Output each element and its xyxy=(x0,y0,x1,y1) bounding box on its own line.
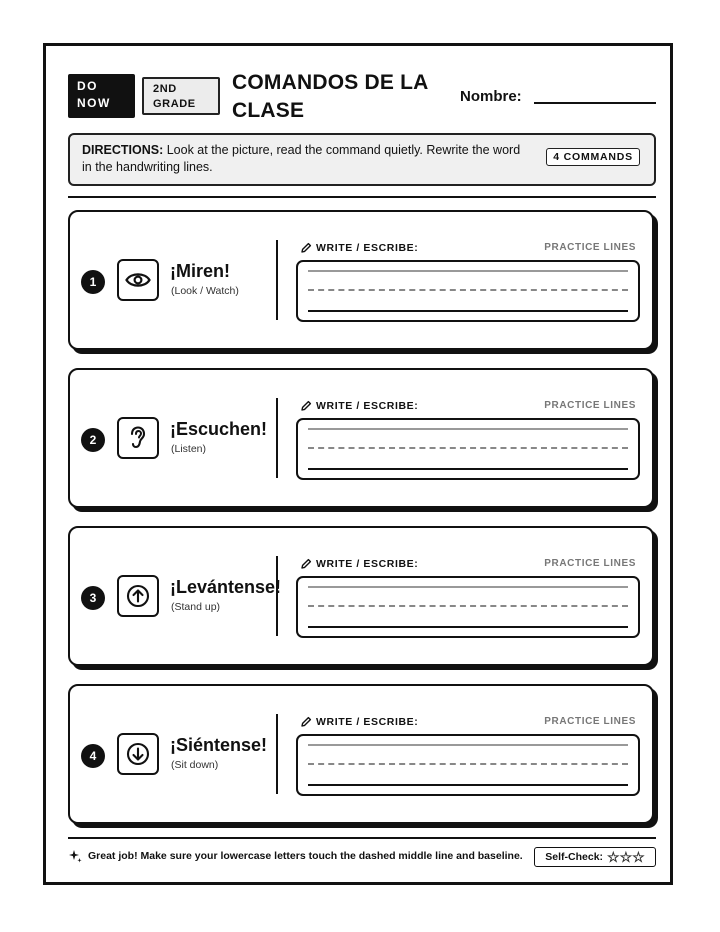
grade-line-2: GRADE xyxy=(153,98,196,110)
command-text: ¡Levántense! xyxy=(170,577,282,597)
command-card-2 xyxy=(68,368,654,508)
dashed-middle-line xyxy=(308,605,628,607)
arrow-down-circle-icon xyxy=(117,733,159,775)
worksheet xyxy=(43,43,673,885)
grade-badge xyxy=(142,77,220,115)
directions-heading: DIRECTIONS: xyxy=(82,143,164,157)
dashed-middle-line xyxy=(308,763,628,765)
write-label xyxy=(300,716,418,728)
command-text: ¡Escuchen! xyxy=(170,419,268,439)
write-label xyxy=(300,242,418,254)
divider xyxy=(68,196,656,198)
dashed-middle-line xyxy=(308,289,628,291)
card-number: 2 xyxy=(81,428,105,452)
top-line xyxy=(308,586,628,588)
footer-divider xyxy=(68,837,656,839)
title-line-1: COMANDOS DE LA xyxy=(232,71,429,94)
card-divider xyxy=(276,240,278,320)
handwriting-lines[interactable] xyxy=(296,734,640,796)
card-number: 3 xyxy=(81,586,105,610)
baseline xyxy=(308,310,628,312)
footer-message xyxy=(68,849,523,863)
sparkle-icon xyxy=(68,849,82,863)
pencil-icon xyxy=(300,400,312,412)
name-label: Nombre: xyxy=(460,88,522,105)
write-label-text: WRITE / ESCRIBE: xyxy=(316,400,419,412)
directions-text xyxy=(82,142,522,176)
handwriting-lines[interactable] xyxy=(296,576,640,638)
baseline xyxy=(308,784,628,786)
command-text: ¡Miren! xyxy=(170,261,230,281)
card-divider xyxy=(276,398,278,478)
write-label-text: WRITE / ESCRIBE: xyxy=(316,558,419,570)
command-translation: (Listen) xyxy=(171,443,207,455)
handwriting-lines[interactable] xyxy=(296,418,640,480)
practice-lines-label: PRACTICE LINES xyxy=(544,558,636,569)
self-check-box[interactable] xyxy=(534,847,656,867)
do-now-badge xyxy=(68,74,135,118)
eye-icon xyxy=(117,259,159,301)
practice-lines-label: PRACTICE LINES xyxy=(544,716,636,727)
ear-icon xyxy=(117,417,159,459)
self-check-label: Self-Check: xyxy=(545,851,604,863)
card-number: 1 xyxy=(81,270,105,294)
directions-body: Look at the picture, read the command quietly. Rewrite the word in the handwriting lines. xyxy=(82,143,521,174)
pencil-icon xyxy=(300,242,312,254)
title-line-2: CLASE xyxy=(232,99,305,122)
page-title xyxy=(232,69,452,125)
write-label xyxy=(300,558,418,570)
badge-line-1: DO xyxy=(77,79,98,93)
command-card-1 xyxy=(68,210,654,350)
handwriting-lines[interactable] xyxy=(296,260,640,322)
baseline xyxy=(308,626,628,628)
card-divider xyxy=(276,714,278,794)
command-translation: (Sit down) xyxy=(171,759,219,771)
write-label xyxy=(300,400,418,412)
practice-lines-label: PRACTICE LINES xyxy=(544,242,636,253)
write-label-text: WRITE / ESCRIBE: xyxy=(316,716,419,728)
practice-lines-label: PRACTICE LINES xyxy=(544,400,636,411)
top-line xyxy=(308,270,628,272)
arrow-up-circle-icon xyxy=(117,575,159,617)
pencil-icon xyxy=(300,716,312,728)
pencil-icon xyxy=(300,558,312,570)
baseline xyxy=(308,468,628,470)
top-line xyxy=(308,428,628,430)
card-number: 4 xyxy=(81,744,105,768)
commands-count-badge: 4 COMMANDS xyxy=(546,148,640,166)
command-translation: (Look / Watch) xyxy=(171,285,239,297)
command-text: ¡Siéntense! xyxy=(170,735,268,755)
grade-line-1: 2ND xyxy=(153,83,177,95)
top-line xyxy=(308,744,628,746)
directions-box xyxy=(68,133,656,186)
card-divider xyxy=(276,556,278,636)
dashed-middle-line xyxy=(308,447,628,449)
write-label-text: WRITE / ESCRIBE: xyxy=(316,242,419,254)
footer-message-text: Great job! Make sure your lowercase letters touch the dashed middle line and baseline. xyxy=(88,850,523,862)
badge-line-2: NOW xyxy=(77,96,111,110)
name-write-line[interactable] xyxy=(534,102,656,104)
star-rating[interactable]: ☆☆☆ xyxy=(607,849,645,865)
command-card-3 xyxy=(68,526,654,666)
command-translation: (Stand up) xyxy=(171,601,221,613)
command-card-4 xyxy=(68,684,654,824)
